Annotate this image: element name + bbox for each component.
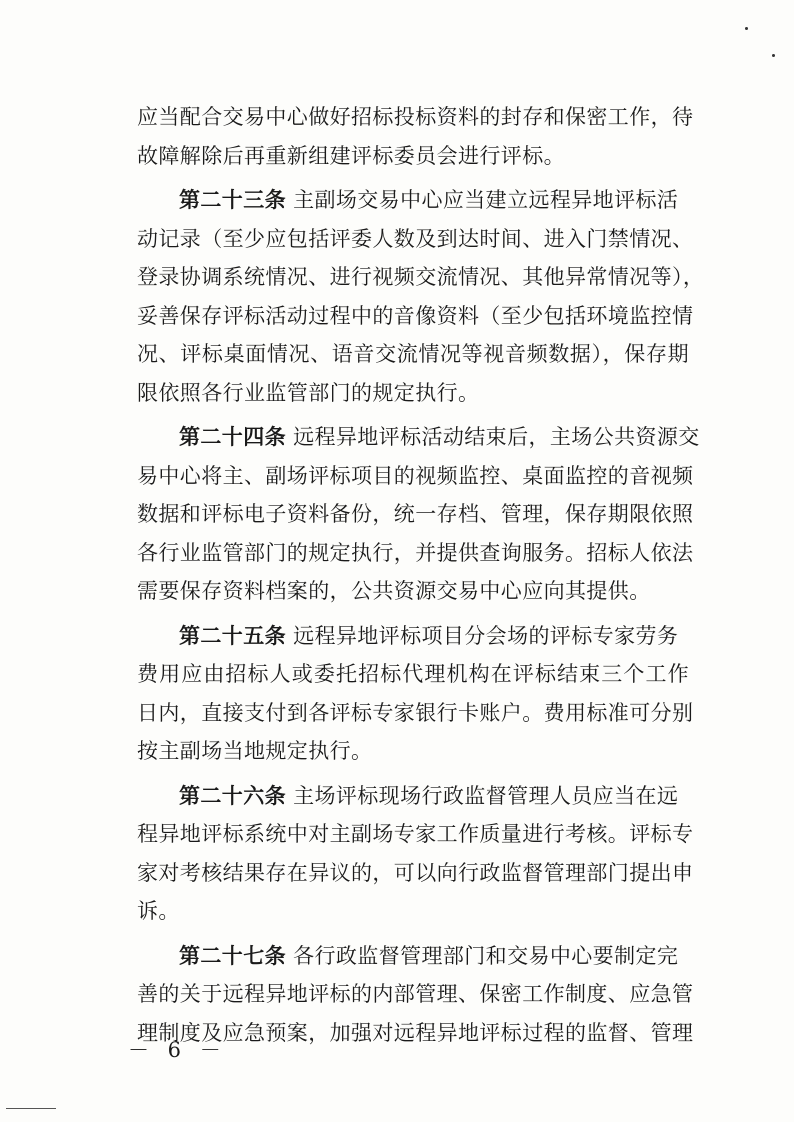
text-line: 况、评标桌面情况、语音交流情况等视音频数据），保存期 xyxy=(137,342,689,366)
text-line xyxy=(179,937,689,976)
text-line xyxy=(179,418,700,457)
text-line xyxy=(179,777,689,816)
text-line: 诉。 xyxy=(137,899,180,923)
article-25 xyxy=(137,617,694,771)
scan-speck xyxy=(772,54,775,57)
article-heading: 第二十五条 xyxy=(179,623,286,648)
document-body xyxy=(137,98,705,1052)
text-line: 限依照各行业监管部门的规定执行。 xyxy=(137,380,480,405)
text-line-rest: 各行政监督管理部门和交易中心要制定完 xyxy=(286,943,679,968)
article-heading: 第二十六条 xyxy=(179,783,286,808)
text-line: 各行业监管部门的规定执行，并提供查询服务。招标人依法 xyxy=(137,540,694,565)
text-line: 家对考核结果存在异议的，可以向行政监督管理部门提出申 xyxy=(137,860,694,885)
article-26 xyxy=(137,777,694,931)
text-line-rest: 主副场交易中心应当建立远程异地评标活 xyxy=(286,188,679,212)
article-heading: 第二十三条 xyxy=(179,188,286,212)
text-line: 应当配合交易中心做好招标投标资料的封存和保密工作，待 xyxy=(137,105,694,129)
scan-mark xyxy=(6,1108,56,1109)
text-line xyxy=(179,617,689,656)
text-line: 费用应由招标人或委托招标代理机构在评标结束三个工作 xyxy=(137,662,689,686)
scan-speck xyxy=(745,27,748,30)
text-line: 动记录（至少应包括评委人数及到达时间、进入门禁情况、 xyxy=(137,226,694,251)
text-line: 日内，直接支付到各评标专家银行卡账户。费用标准可分别 xyxy=(137,700,694,725)
text-line: 故障解除后再重新组建评标委员会进行评标。 xyxy=(137,143,565,168)
text-line: 妥善保存评标活动过程中的音像资料（至少包括环境监控情 xyxy=(137,303,694,328)
text-line: 善的关于远程异地评标的内部管理、保密工作制度、应急管 xyxy=(137,982,694,1006)
text-line-rest: 远程异地评标活动结束后，主场公共资源交 xyxy=(286,425,700,449)
text-line: 程异地评标系统中对主副场专家工作质量进行考核。评标专 xyxy=(137,822,694,846)
article-24 xyxy=(137,418,700,611)
text-line: 理制度及应急预案，加强对远程异地评标过程的监督、管理 xyxy=(137,1020,694,1045)
page-number: － 6 － xyxy=(128,1038,227,1062)
text-line: 数据和评标电子资料备份，统一存档、管理，保存期限依照 xyxy=(137,502,694,526)
text-line xyxy=(179,181,689,220)
article-heading: 第二十四条 xyxy=(179,425,286,449)
text-line-rest: 远程异地评标项目分会场的评标专家劳务 xyxy=(286,623,679,648)
text-line: 登录协调系统情况、进行视频交流情况、其他异常情况等）， xyxy=(137,265,705,289)
text-line: 易中心将主、副场评标项目的视频监控、桌面监控的音视频 xyxy=(137,463,694,488)
paragraph-continuation xyxy=(137,98,694,175)
article-heading: 第二十七条 xyxy=(179,943,286,968)
text-line: 按主副场当地规定执行。 xyxy=(137,739,373,763)
text-line: 需要保存资料档案的，公共资源交易中心应向其提供。 xyxy=(137,579,651,603)
text-line-rest: 主场评标现场行政监督管理人员应当在远 xyxy=(286,783,679,808)
article-23 xyxy=(137,181,705,412)
